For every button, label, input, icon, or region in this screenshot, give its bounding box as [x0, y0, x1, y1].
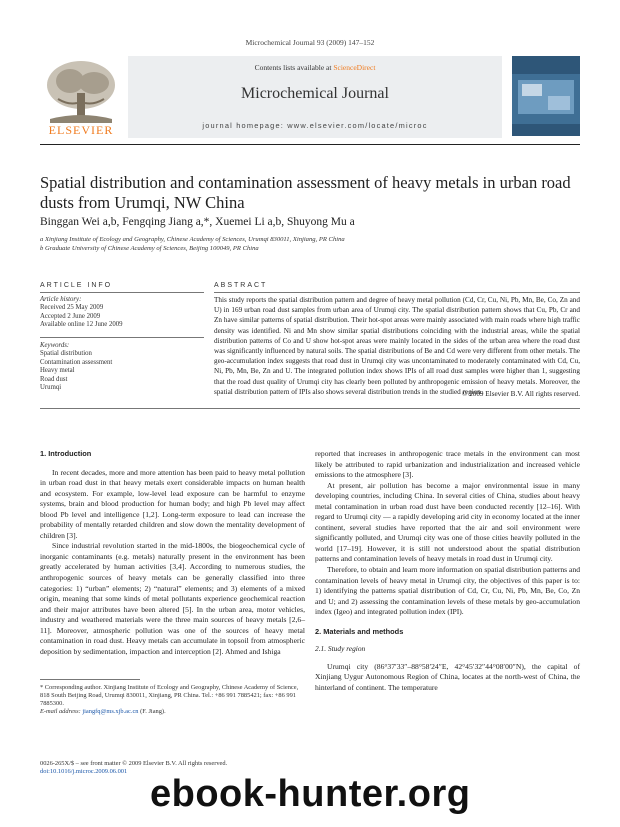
keyword: Urumqi	[40, 384, 62, 392]
article-info-heading: ARTICLE INFO	[40, 282, 113, 289]
watermark-text: ebook-hunter.org	[150, 773, 471, 815]
online-date: Available online 12 June 2009	[40, 321, 123, 329]
intro-paragraph-5: Therefore, to obtain and learn more information on spatial distribution patterns and contamination levels of heavy metal in Urumqi city, the objectives of this paper is to: 1) identifying the patterns spatial distribution of Cd, Cr, Cu, Ni, Pb, Mn, Be, Co, Zn and U; and 2) assessing the contamination levels of these metals by geo-accumulation index (Igeo) and integrated pollution index (IPI).	[315, 565, 580, 617]
info-rule	[40, 292, 204, 293]
keyword: Spatial distribution	[40, 350, 92, 358]
abstract-copyright: © 2009 Elsevier B.V. All rights reserved.	[461, 390, 580, 398]
email-link[interactable]: jiangfq@ms.xjb.ac.cn	[82, 708, 139, 715]
journal-cover-thumbnail	[512, 56, 580, 136]
issn-line: 0026-265X/$ – see front matter © 2009 Elsevier B.V. All rights reserved.	[40, 760, 228, 767]
abstract-end-rule	[40, 408, 580, 409]
affiliation-a: a Xinjiang Institute of Ecology and Geography, Chinese Academy of Sciences, Urumqi 830011, Xinjiang, PR China	[40, 236, 345, 243]
header-rule	[40, 144, 580, 145]
intro-paragraph-2: Since industrial revolution started in the mid-1800s, the biogeochemical cycle of inorganic contaminants (e.g. metals) naturally present in the environment has been greatly accelerated by human activities [3,4]. According to numerous studies, the anthropogenic sources of heavy metals can be generally classified into three categories: 1) “urban” elements; 2) “natural” elements; and 3) elements of a mixed origin, meaning that some kinds of metal pollutants experience geochemical reaction and their major attributes have been altered [5]. In the urban area, motor vehicles, industry and weathered materials were the three main sources of heavy metals [2,6–11]. Moreover, atmospheric pollution was one of the sources of heavy metal contamination in road dust. Heavy metals can accumulate in topsoil from atmospheric deposition by sedimentation, impaction and interception [2]. Ahmed and Ishiga	[40, 541, 305, 656]
keywords-rule	[40, 337, 204, 338]
affiliation-b: b Graduate University of Chinese Academy of Sciences, Beijing 100049, PR China	[40, 245, 259, 252]
keywords-label: Keywords:	[40, 342, 70, 349]
keyword: Contamination assessment	[40, 358, 113, 366]
intro-paragraph-4: At present, air pollution has become a major environmental issue in many developing countries, including China. In several cities of China, studies about heavy metal contamination in urban road dust have been conducted recently [12–16]. With regard to Urumqi city — a rapidly developing arid city in economy located at the inner continent, several studies have reported that the air and soil environment were significantly polluted, and Urumqi city was one of those cities heavily polluted in the world [17–19]. However, it is still not understood about the spatial distribution patterns and contamination levels of heavy metals in road dust in Urumqi city.	[315, 480, 580, 564]
running-head: Microchemical Journal 93 (2009) 147–152	[245, 38, 375, 47]
doi-link[interactable]: doi:10.1016/j.microc.2009.06.001	[40, 768, 128, 775]
journal-homepage[interactable]: journal homepage: www.elsevier.com/locate/microc	[202, 121, 428, 130]
intro-paragraph-1: In recent decades, more and more attention has been paid to heavy metal pollution in urban road dust in that heavy metals exert considerable impacts on human health and ecosystem. For example, low-level lead exposure can be harmful to enzyme systems, brain and blood production for human body; and high Pb level may affect blood Pb level and intelligence [1,2]. Long-term exposure to lead can increase the probability of mentally retarded children and slow down the mentality development of children [3].	[40, 467, 305, 540]
contents-prefix: Contents lists available at	[254, 63, 334, 72]
corresponding-author-text: * Corresponding author. Xinjiang Institute of Ecology and Geography, Chinese Academy of Science, 818 South Beijing Road, Urumqi 830011, Xinjiang, PR China. Tel.: +86 991 7885421; fax: +86 991 7885300.	[40, 684, 299, 707]
intro-paragraph-3: reported that increases in anthropogenic trace metals in the environment can most likely be attributed to rapid urbanization and industrialization and increased vehicle emissions to the atmosphere [3].	[315, 449, 580, 480]
email-label: E-mail address:	[40, 708, 83, 715]
sciencedirect-link[interactable]: ScienceDirect	[333, 63, 376, 72]
keyword: Heavy metal	[40, 367, 75, 375]
abstract-heading: ABSTRACT	[214, 282, 268, 289]
received-date: Received 25 May 2009	[40, 304, 104, 312]
author-list: Binggan Wei a,b, Fengqing Jiang a,*, Xuemei Li a,b, Shuyong Mu a	[40, 216, 355, 228]
email-suffix: (F. Jiang).	[138, 708, 166, 715]
corresponding-author-footnote	[40, 684, 305, 716]
article-title: Spatial distribution and contamination assessment of heavy metals in urban road dusts from Urumqi, NW China	[40, 173, 571, 212]
history-label: Article history:	[40, 296, 82, 303]
contents-line	[128, 63, 502, 72]
keyword: Road dust	[40, 375, 68, 383]
footnote-rule	[40, 679, 140, 680]
abstract-text: This study reports the spatial distribution pattern and degree of heavy metal pollution (Cd, Cr, Cu, Ni, Pb, Mn, Be, Co, Zn and U) in 169 urban road dust samples from urban area of Urumqi city. The spatial distribution pattern shows that Cu, Pb, Cr and Zn have similar patterns of spatial distribution. Their hot-spot areas were mainly associated with main roads where high traffic density was identified. Ni and Mn show similar spatial distributions coinciding with the industrial areas, while the spatial distribution patterns of Co and U show hot-spot areas were mainly located in the sides of the urban area where the road dust was significantly influenced by natural soils. The spatial distributions of Be and Cd were very different from other metals. The geo-accumulation index suggests that road dust in Urumqi city was uncontaminated to moderately contaminated with Cd, Cu, Ni, Pb, Mn, Be, Zn and U. The integrated pollution index shows IPIs of all road dust samples were higher than 1, suggesting that the road dust quality of Urumqi city has clearly been polluted by anthropogenic emission of heavy metals. Moreover, the spatial distribution pattern of IPIs also shows several distribution trends in the studied region.	[214, 296, 580, 396]
keywords-block	[40, 342, 112, 392]
methods-paragraph-1: Urumqi city (86°37′33″–88°58′24″E, 42°45′32″44°08′00″N), the capital of Xinjiang Uygur Autonomous Region of China, locates at the north-west of China, the hinterland of continent. The temperature	[315, 661, 580, 692]
abstract-rule	[214, 292, 580, 293]
publisher-wordmark: ELSEVIER	[48, 123, 114, 137]
accepted-date: Accepted 2 June 2009	[40, 312, 101, 320]
journal-name: Microchemical Journal	[241, 85, 389, 102]
article-history	[40, 296, 123, 330]
column-left	[40, 449, 305, 657]
subsection-heading-study-region: 2.1. Study region	[315, 644, 366, 654]
section-heading-introduction: 1. Introduction	[40, 449, 92, 458]
section-heading-methods: 2. Materials and methods	[315, 626, 404, 636]
email-line	[40, 708, 305, 716]
column-right	[315, 449, 580, 693]
